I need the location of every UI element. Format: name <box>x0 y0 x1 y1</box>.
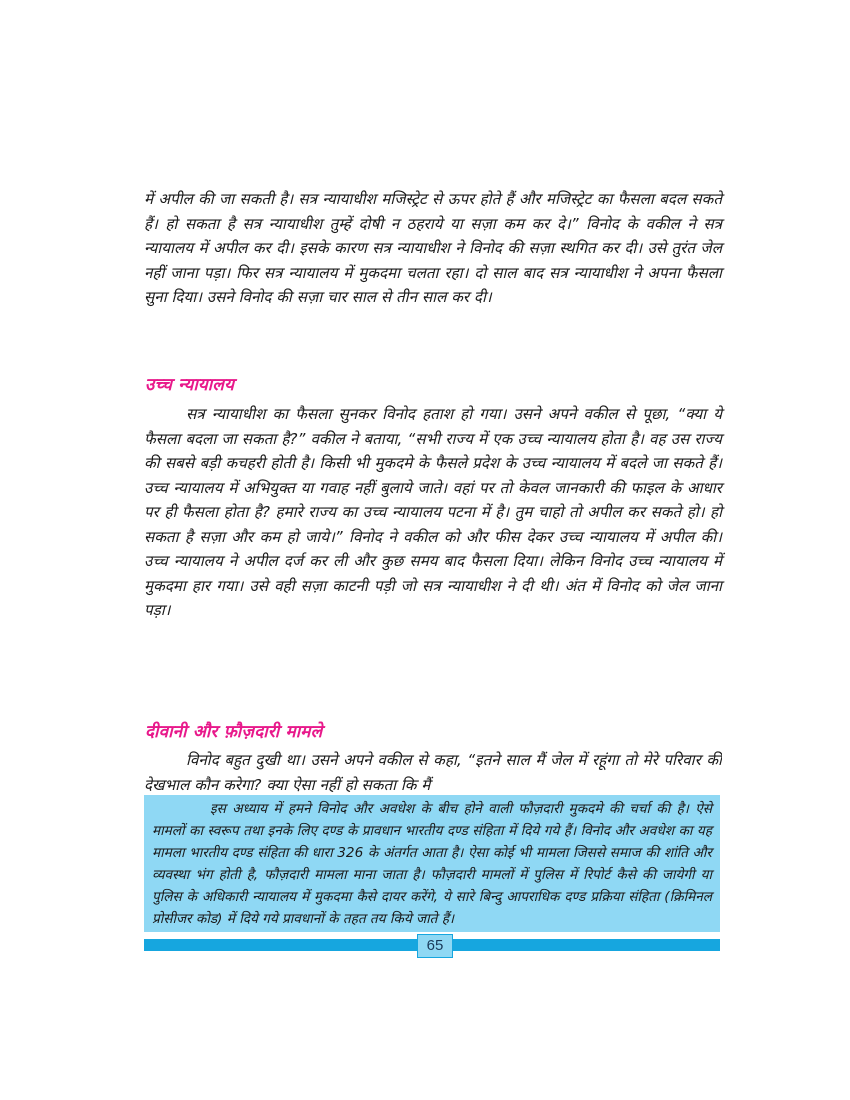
civil-criminal-paragraph: विनोद बहुत दुखी था। उसने अपने वकील से कहा, “इतने साल मैं जेल में रहूंगा तो मेरे परिवार की देखभाल कौन करेगा? क्या ऐसा नहीं हो सकता कि मैं <box>144 751 722 794</box>
section-heading-high-court: उच्च न्यायालय <box>145 375 235 395</box>
page-number: 65 <box>417 934 453 958</box>
section-heading-civil-criminal: दीवानी और फ़ौज़दारी मामले <box>145 722 323 742</box>
high-court-paragraph: सत्र न्यायाधीश का फैसला सुनकर विनोद हताश हो गया। उसने अपने वकील से पूछा, “क्या ये फैसला बदला जा सकता है?” वकील ने बताया, “सभी राज्य में एक उच्च न्यायालय होता है। वह उस राज्य की सबसे बड़ी कचहरी होती है। किसी भी मुकदमे के फैसले प्रदेश के उच्च न्यायालय में बदले जा सकते हैं। उच्च न्यायालय में अभियुक्त या गवाह नहीं बुलाये जाते। वहां पर तो केवल जानकारी की फाइल के आधार पर ही फैसला होता है? हमारे राज्य का उच्च न्यायालय पटना में है। तुम चाहो तो अपील कर सकते हो। हो सकता है सज़ा और कम हो जाये।” विनोद ने वकील को और फीस देकर उच्च न्यायालय में अपील की। उच्च न्यायालय ने अपील दर्ज कर ली और कुछ समय बाद फैसला दिया। लेकिन विनोद उच्च न्यायालय में मुकदमा हार गया। उसे वही सज़ा काटनी पड़ी जो सत्र न्यायाधीश ने दी थी। अंत में विनोद को जेल जाना पड़ा। <box>144 405 722 619</box>
intro-paragraph: में अपील की जा सकती है। सत्र न्यायाधीश मजिस्ट्रेट से ऊपर होते हैं और मजिस्ट्रेट का फैसला बदल सकते हैं। हो सकता है सत्र न्यायाधीश तुम्हें दोषी न ठहराये या सज़ा कम कर दे।” विनोद के वकील ने सत्र न्यायालय में अपील कर दी। इसके कारण सत्र न्यायाधीश ने विनोद की सज़ा स्थगित कर दी। उसे तुरंत जेल नहीं जाना पड़ा। फिर सत्र न्यायालय में मुकदमा चलता रहा। दो साल बाद सत्र न्यायाधीश ने अपना फैसला सुना दिया। उसने विनोद की सज़ा चार साल से तीन साल कर दी। <box>144 190 722 306</box>
summary-text: इस अध्याय में हमने विनोद और अवधेश के बीच होने वाली फौज़दारी मुकदमे की चर्चा की है। ऐसे मामलों का स्वरूप तथा इनके लिए दण्ड के प्रावधान भारतीय दण्ड संहिता में दिये गये हैं। विनोद और अवधेश का यह मामला भारतीय दण्ड संहिता की धारा 326 के अंतर्गत आता है। ऐसा कोई भी मामला जिससे समाज की शांति और व्यवस्था भंग होती है, फौज़दारी मामला माना जाता है। फौज़दारी मामलों में पुलिस में रिपोर्ट कैसे की जायेगी या पुलिस के अधिकारी न्यायालय में मुकदमा कैसे दायर करेंगे, ये सारे बिन्दु आपराधिक दण्ड प्रक्रिया संहिता (क्रिमिनल प्रोसीजर कोड) में दिये गये प्रावधानों के तहत तय किये जाते हैं। <box>152 801 712 927</box>
summary-box <box>144 795 720 932</box>
